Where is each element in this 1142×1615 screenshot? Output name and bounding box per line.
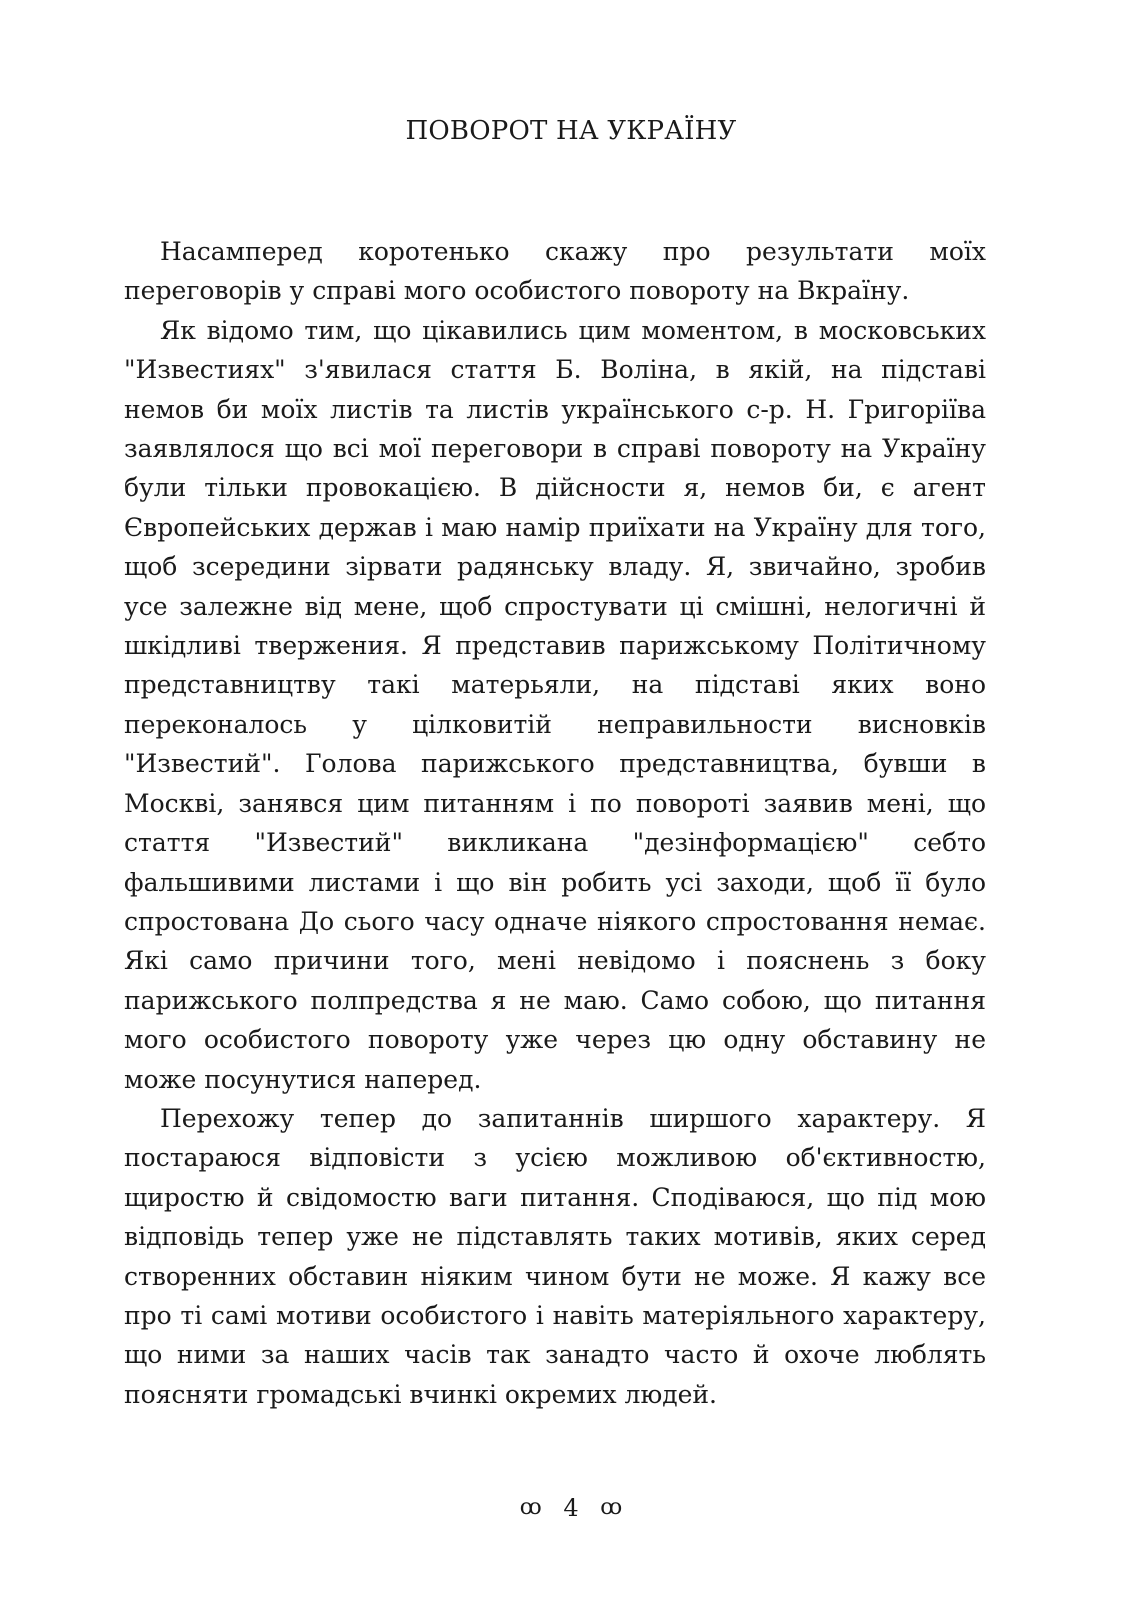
paragraph-2: Як відомо тим, що цікавились цим моментом, в московських "Известиях" з'явилася стаття Б. Воліна, в якій, на підставі немов би моїх листів та листів українського с-р. Н. Григоріїва заявлялося що всі мої переговори в справі повороту на Україну були тільки провокацією. В дійсности я, немов би, є агент Європейських держав і маю намір приїхати на Україну для того, щоб зсередини зірвати радянську владу. Я, звичайно, зробив усе залежне від мене, щоб спростувати ці смішні, нелогичні й шкідливі твержения. Я представив парижському Політичному представництву такі матерьяли, на підставі яких воно переконалось у цілковитій неправильности висновків "Известий". Голова парижського представництва, бувши в Москві, занявся цим питанням і по повороті заявив мені, що стаття "Известий" викликана "дезінформацією" себто фальшивими листами і що він робить усі заходи, щоб її було спростована До сього часу одначе ніякого спростовання немає. Які само причини того, мені невідомо і пояснень з боку парижського полпредства я не маю. Само собою, що питання мого особистого повороту уже через цю одну обставину не може посунутися наперед. [124, 315, 986, 1094]
document-body [124, 232, 986, 1414]
page-title: ПОВОРОТ НА УКРАЇНУ [405, 116, 737, 146]
ornament-right-icon: ꝏ [600, 1495, 623, 1520]
paragraph-3: Перехожу тепер до запитаннів ширшого характеру. Я постараюся відповісти з усією можливою об'єктивностю, щиростю й свідомостю ваги питання. Сподіваюся, що під мою відповідь тепер уже не підставлять таких мотивів, яких серед створенних обставин ніяким чином бути не може. Я кажу все про ті самі мотиви особистого і навіть матеріяльного характеру, що ними за наших часів так занадто часто й охоче люблять поясняти громадські вчинкі окремих людей. [124, 1103, 986, 1409]
page-number: 4 [563, 1493, 579, 1522]
ornament-left-icon: ꝏ [519, 1495, 542, 1520]
paragraph-1: Насамперед коротенько скажу про результати моїх переговорів у справі мого особистого повороту на Вкраїну. [124, 237, 986, 306]
page-footer [0, 1492, 1142, 1522]
